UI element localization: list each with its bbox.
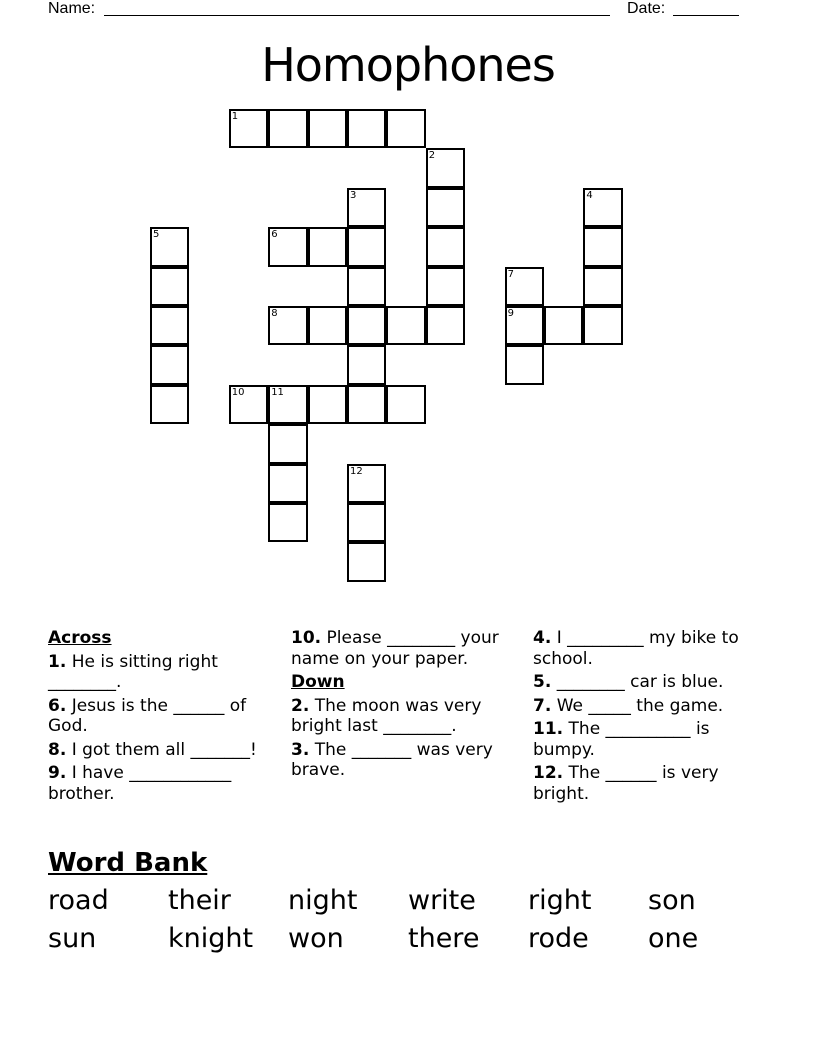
name-label: Name: [48, 0, 96, 17]
clue-across-1 [48, 652, 273, 693]
clue-number: 6. [48, 695, 67, 716]
cell-number: 1 [231, 111, 239, 122]
crossword-cell[interactable] [426, 306, 465, 345]
clue-down-4 [533, 628, 758, 669]
clue-number: 11. [533, 719, 564, 739]
word-bank-word: there [408, 923, 480, 954]
clue-text: I have ____________ brother. [48, 763, 232, 804]
crossword-cell[interactable] [150, 385, 189, 424]
word-bank-word: son [648, 885, 696, 916]
word-bank-title: Word Bank [48, 848, 208, 878]
clue-across-9 [48, 763, 273, 804]
clue-text: I _________ my bike to school. [533, 628, 739, 669]
cell-number: 10 [231, 386, 245, 398]
crossword-cell[interactable] [268, 109, 307, 148]
word-bank-word: right [528, 885, 592, 916]
down-heading: Down [291, 672, 345, 692]
crossword-cell[interactable] [268, 385, 307, 424]
crossword-cell[interactable] [505, 267, 544, 306]
crossword-cell[interactable] [347, 503, 386, 542]
crossword-cell[interactable] [386, 306, 425, 345]
across-heading: Across [48, 628, 112, 648]
clue-text: The __________ is bumpy. [533, 719, 710, 760]
word-bank-word: night [288, 885, 358, 916]
word-bank-word: rode [528, 923, 589, 954]
word-bank-word: road [48, 885, 109, 916]
crossword-cell[interactable] [583, 306, 622, 345]
cell-number: 12 [350, 465, 363, 477]
clue-number: 9. [48, 763, 67, 783]
crossword-cell[interactable] [268, 503, 307, 542]
crossword-cell[interactable] [347, 267, 386, 306]
word-bank-row [48, 920, 768, 958]
crossword-cell[interactable] [268, 464, 307, 503]
clue-number: 7. [533, 695, 552, 716]
clue-number: 8. [48, 739, 67, 760]
clue-number: 2. [291, 695, 310, 716]
crossword-cell[interactable] [426, 188, 465, 227]
clue-text: The ______ is very bright. [533, 763, 719, 804]
crossword-cell[interactable] [386, 385, 425, 424]
clue-number: 4. [533, 628, 552, 648]
crossword-cell[interactable] [583, 267, 622, 306]
crossword-cell[interactable] [386, 109, 425, 148]
clue-text: Jesus is the ______ of God. [48, 695, 247, 736]
clues-column-3 [533, 628, 758, 807]
clues-column-2 [291, 628, 516, 784]
crossword-cell[interactable] [426, 227, 465, 266]
word-bank-word: won [288, 923, 344, 954]
clue-across-6 [48, 696, 273, 737]
cell-number: 5 [153, 229, 160, 241]
crossword-cell[interactable] [308, 306, 347, 345]
word-bank-word: knight [168, 923, 254, 954]
cell-number: 3 [350, 189, 357, 201]
crossword-cell[interactable] [347, 306, 386, 345]
crossword-cell[interactable] [347, 345, 386, 384]
word-bank-word: write [408, 885, 476, 916]
clue-text: The moon was very bright last ________. [291, 695, 482, 736]
clue-text: We _____ the game. [551, 695, 724, 716]
cell-number: 11 [271, 386, 284, 398]
crossword-cell[interactable] [347, 227, 386, 266]
cell-number: 7 [507, 268, 514, 280]
clue-across-10 [291, 628, 516, 669]
word-bank-word: one [648, 923, 699, 954]
crossword-cell[interactable] [268, 306, 307, 345]
clue-down-3 [291, 740, 516, 781]
word-bank [48, 882, 768, 958]
clue-number: 1. [48, 651, 67, 672]
crossword-cell[interactable] [347, 188, 386, 227]
clue-text: I got them all _______! [66, 739, 257, 760]
word-bank-word: sun [48, 923, 97, 954]
clue-down-2 [291, 696, 516, 737]
word-bank-word: their [168, 885, 231, 916]
clues-column-1 [48, 628, 273, 807]
crossword-cell[interactable] [347, 109, 386, 148]
crossword-cell[interactable] [229, 109, 268, 148]
crossword-cell[interactable] [308, 385, 347, 424]
date-label: Date: [627, 0, 666, 17]
crossword-cell[interactable] [347, 542, 386, 581]
clue-down-11 [533, 719, 758, 760]
crossword-cell[interactable] [229, 385, 268, 424]
cell-number: 6 [271, 229, 278, 241]
crossword-cell[interactable] [347, 464, 386, 503]
clue-down-7 [533, 696, 758, 717]
crossword-cell[interactable] [308, 109, 347, 148]
clue-number: 12. [533, 763, 564, 783]
clue-number: 5. [533, 672, 552, 692]
clue-across-8 [48, 740, 273, 761]
crossword-cell[interactable] [426, 267, 465, 306]
cell-number: 2 [428, 150, 436, 162]
crossword-cell[interactable] [505, 306, 544, 345]
word-bank-row [48, 882, 768, 920]
crossword-cell[interactable] [268, 227, 307, 266]
page-title: Homophones [261, 38, 555, 92]
clue-text: Please ________ your name on your paper. [291, 628, 499, 669]
crossword-cell[interactable] [268, 424, 307, 463]
crossword-cell[interactable] [150, 267, 189, 306]
crossword-cell[interactable] [583, 188, 622, 227]
clue-text: He is sitting right ________. [48, 651, 218, 692]
clue-number: 10. [291, 628, 322, 648]
cell-number: 8 [271, 308, 278, 319]
clue-text: The _______ was very brave. [291, 739, 493, 780]
clue-down-12 [533, 763, 758, 804]
crossword-cell[interactable] [426, 148, 465, 187]
crossword-cell[interactable] [544, 306, 583, 345]
crossword-cell[interactable] [505, 345, 544, 384]
clue-number: 3. [291, 739, 310, 760]
clue-down-5 [533, 672, 758, 693]
crossword-cell[interactable] [347, 385, 386, 424]
crossword-cell[interactable] [150, 306, 189, 345]
crossword-cell[interactable] [150, 345, 189, 384]
cell-number: 9 [507, 308, 514, 319]
cell-number: 4 [586, 189, 593, 201]
crossword-cell[interactable] [308, 227, 347, 266]
crossword-cell[interactable] [583, 227, 622, 266]
clue-text: ________ car is blue. [551, 672, 724, 692]
crossword-cell[interactable] [150, 227, 189, 266]
